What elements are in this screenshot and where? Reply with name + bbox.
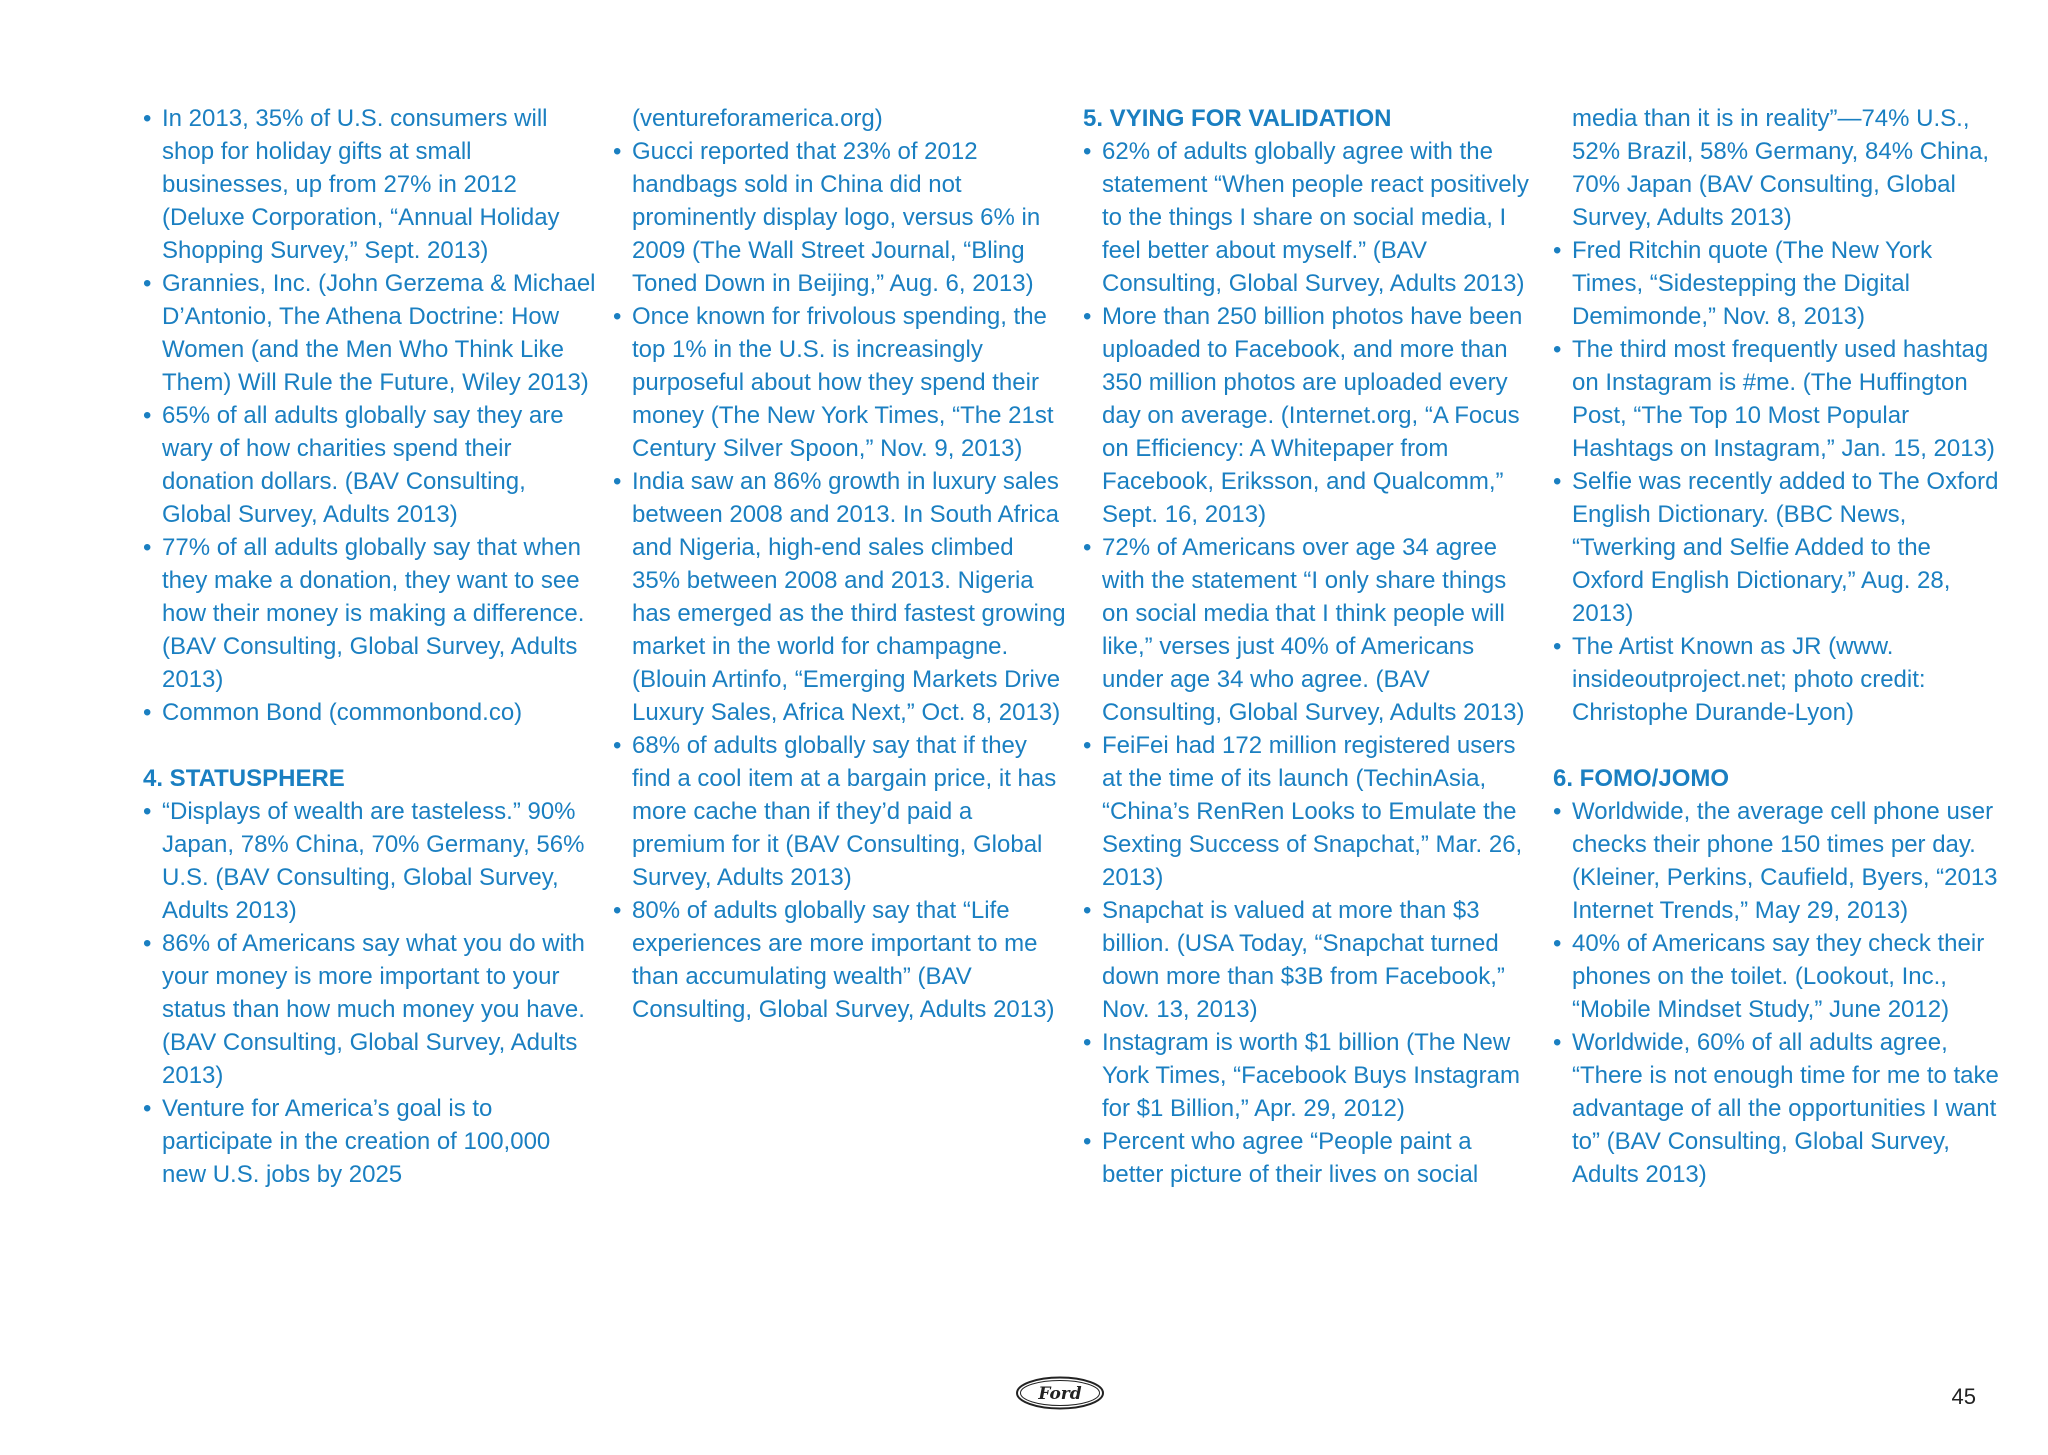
list-item: • “Displays of wealth are tasteless.” 90% Japan, 78% China, 70% Germany, 56% U.S. (BAV Consulting, Global Survey, Adults 2013) xyxy=(143,795,598,927)
section-heading-statusphere: 4. STATUSPHERE xyxy=(143,765,345,792)
reference-list xyxy=(613,102,1068,1026)
list-item: • In 2013, 35% of U.S. consumers will shop for holiday gifts at small businesses, up from 27% in 2012 (Deluxe Corporation, “Annual Holiday Shopping Survey,” Sept. 2013) xyxy=(143,102,598,267)
list-item: • India saw an 86% growth in luxury sales between 2008 and 2013. In South Africa and Nigeria, high-end sales climbed 35% between 2008 and 2013. Nigeria has emerged as the third fastest growing market in the world for champagne. (Blouin Artinfo, “Emerging Markets Drive Luxury Sales, Africa Next,” Oct. 8, 2013) xyxy=(613,465,1068,729)
reference-list xyxy=(143,795,598,1191)
section-heading-vying-for-validation: 5. VYING FOR VALIDATION xyxy=(1083,105,1392,132)
list-item: • 77% of all adults globally say that when they make a donation, they want to see how their money is making a difference. (BAV Consulting, Global Survey, Adults 2013) xyxy=(143,531,598,696)
svg-text:Ford: Ford xyxy=(1038,1384,1082,1404)
list-item: • Instagram is worth $1 billion (The New York Times, “Facebook Buys Instagram for $1 Billion,” Apr. 29, 2012) xyxy=(1083,1026,1538,1125)
reference-list xyxy=(1553,795,2008,1191)
column-1 xyxy=(143,102,598,1191)
list-item-continuation: media than it is in reality”—74% U.S., 52% Brazil, 58% Germany, 84% China, 70% Japan (BAV Consulting, Global Survey, Adults 2013) xyxy=(1572,105,1990,231)
list-item: • FeiFei had 172 million registered users at the time of its launch (TechinAsia, “China’s RenRen Looks to Emulate the Sexting Success of Snapchat,” Mar. 26, 2013) xyxy=(1083,729,1538,894)
list-item: • Grannies, Inc. (John Gerzema & Michael D’Antonio, The Athena Doctrine: How Women (and the Men Who Think Like Them) Will Rule the Future, Wiley 2013) xyxy=(143,267,598,399)
list-item: • 40% of Americans say they check their phones on the toilet. (Lookout, Inc., “Mobile Mindset Study,” June 2012) xyxy=(1553,927,2008,1026)
list-item: • More than 250 billion photos have been uploaded to Facebook, and more than 350 million photos are uploaded every day on average. (Internet.org, “A Focus on Efficiency: A Whitepaper from Facebook, Eriksson, and Qualcomm,” Sept. 16, 2013) xyxy=(1083,300,1538,531)
list-item: • Gucci reported that 23% of 2012 handbags sold in China did not prominently display logo, versus 6% in 2009 (The Wall Street Journal, “Bling Toned Down in Beijing,” Aug. 6, 2013) xyxy=(613,135,1068,300)
column-2 xyxy=(613,102,1068,1026)
list-item: • 62% of adults globally agree with the statement “When people react positively to the things I share on social media, I feel better about myself.” (BAV Consulting, Global Survey, Adults 2013) xyxy=(1083,135,1538,300)
column-3 xyxy=(1083,102,1538,1191)
list-item: • Fred Ritchin quote (The New York Times, “Sidestepping the Digital Demimonde,” Nov. 8, 2013) xyxy=(1553,234,2008,333)
reference-list xyxy=(1553,102,2008,729)
reference-list xyxy=(143,102,598,729)
list-item: • 65% of all adults globally say they are wary of how charities spend their donation dollars. (BAV Consulting, Global Survey, Adults 2013) xyxy=(143,399,598,531)
list-item: • 86% of Americans say what you do with your money is more important to your status than how much money you have. (BAV Consulting, Global Survey, Adults 2013) xyxy=(143,927,598,1092)
list-item: • Venture for America’s goal is to participate in the creation of 100,000 new U.S. jobs by 2025 xyxy=(143,1092,598,1191)
page-number: 45 xyxy=(1951,1384,1976,1409)
list-item: • 80% of adults globally say that “Life experiences are more important to me than accumulating wealth” (BAV Consulting, Global Survey, Adults 2013) xyxy=(613,894,1068,1026)
reference-list xyxy=(1083,135,1538,1191)
list-item: • 72% of Americans over age 34 agree with the statement “I only share things on social media that I think people will like,” verses just 40% of Americans under age 34 who agree. (BAV Consulting, Global Survey, Adults 2013) xyxy=(1083,531,1538,729)
list-item: • Worldwide, the average cell phone user checks their phone 150 times per day. (Kleiner, Perkins, Caufield, Byers, “2013 Internet Trends,” May 29, 2013) xyxy=(1553,795,2008,927)
list-item-continuation: (ventureforamerica.org) xyxy=(632,105,883,132)
list-item: • Selfie was recently added to The Oxford English Dictionary. (BBC News, “Twerking and Selfie Added to the Oxford English Dictionary,” Aug. 28, 2013) xyxy=(1553,465,2008,630)
list-item: • Percent who agree “People paint a better picture of their lives on social xyxy=(1083,1125,1538,1191)
ford-logo xyxy=(1015,1375,1105,1411)
column-4 xyxy=(1553,102,2008,1191)
list-item: • Common Bond (commonbond.co) xyxy=(143,696,598,729)
section-heading-fomo-jomo: 6. FOMO/JOMO xyxy=(1553,765,1730,792)
list-item: • Worldwide, 60% of all adults agree, “There is not enough time for me to take advantage of all the opportunities I want to” (BAV Consulting, Global Survey, Adults 2013) xyxy=(1553,1026,2008,1191)
list-item: • The Artist Known as JR (www. insideoutproject.net; photo credit: Christophe Durande-Lyon) xyxy=(1553,630,2008,729)
list-item: • Once known for frivolous spending, the top 1% in the U.S. is increasingly purposeful about how they spend their money (The New York Times, “The 21st Century Silver Spoon,” Nov. 9, 2013) xyxy=(613,300,1068,465)
list-item: • The third most frequently used hashtag on Instagram is #me. (The Huffington Post, “The Top 10 Most Popular Hashtags on Instagram,” Jan. 15, 2013) xyxy=(1553,333,2008,465)
list-item: • 68% of adults globally say that if they find a cool item at a bargain price, it has more cache than if they’d paid a premium for it (BAV Consulting, Global Survey, Adults 2013) xyxy=(613,729,1068,894)
list-item: • Snapchat is valued at more than $3 billion. (USA Today, “Snapchat turned down more than $3B from Facebook,” Nov. 13, 2013) xyxy=(1083,894,1538,1026)
